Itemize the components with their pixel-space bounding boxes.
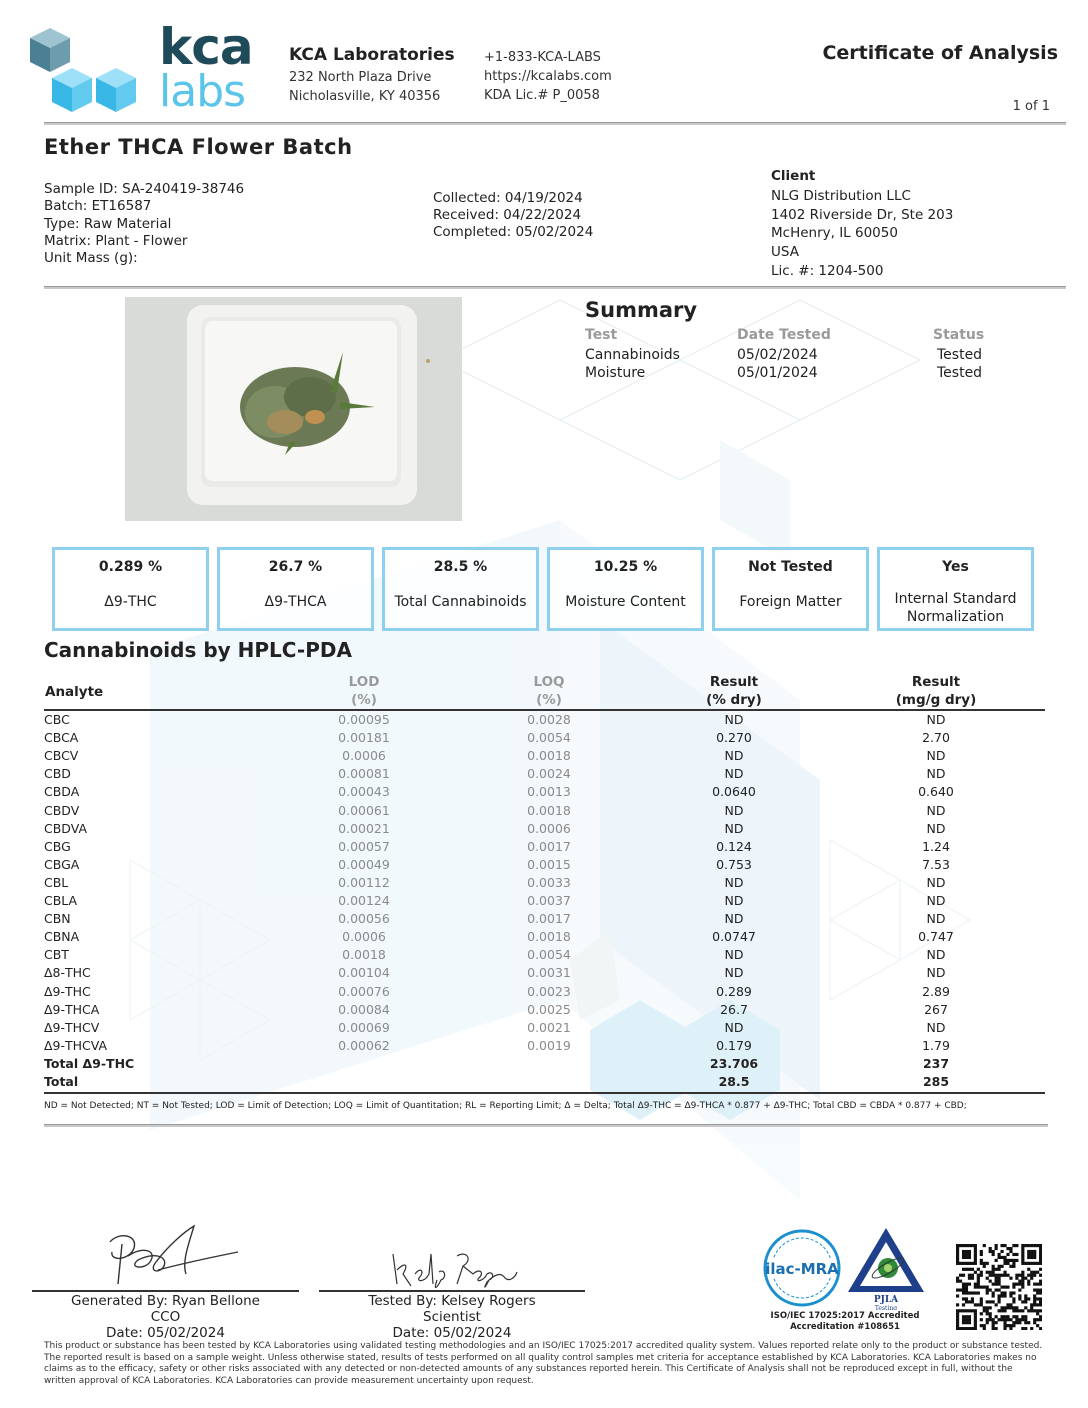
result-mg-cell: ND: [926, 893, 946, 908]
loq-cell: 0.0018: [527, 929, 571, 945]
signature-generated-by: [32, 1293, 299, 1341]
table-header-divider: [44, 709, 1045, 711]
result-mg-cell: 237: [922, 1055, 950, 1071]
analyte-cell: CBDVA: [44, 820, 88, 836]
logo-text-kca: kca: [159, 18, 253, 76]
loq-cell: 0.0021: [527, 1019, 571, 1035]
highlight-box-total-cannabinoids: [382, 547, 539, 631]
result-pct-cell: ND: [724, 712, 744, 727]
highlight-label: Δ9-THC: [104, 594, 157, 610]
footnote-divider: [44, 1124, 1048, 1127]
lod-cell: 0.00021: [338, 820, 390, 836]
lod-cell: 0.00084: [338, 1001, 390, 1017]
result-mg-cell: ND: [926, 965, 946, 981]
result-mg-cell: ND: [926, 1019, 946, 1035]
lab-name: KCA Laboratories: [289, 45, 455, 65]
table-row: [44, 839, 1044, 857]
result-pct-cell: ND: [724, 947, 744, 963]
lab-website[interactable]: https://kcalabs.com: [484, 69, 612, 84]
result-mg-cell: 2.70: [922, 730, 950, 746]
col-header-analyte: Analyte: [45, 684, 104, 700]
highlight-value: 26.7 %: [268, 559, 323, 575]
result-pct-cell: ND: [724, 911, 744, 927]
lod-cell: 0.00081: [338, 766, 390, 782]
signature-tested-by: [319, 1293, 585, 1341]
highlight-value: 10.25 %: [593, 559, 658, 575]
loq-cell: 0.0033: [527, 874, 571, 890]
analyte-cell: Δ9-THC: [44, 983, 91, 999]
table-row: [44, 1020, 1044, 1038]
col-header-loq-label: LOQ: [533, 674, 565, 690]
header-divider: [44, 122, 1066, 125]
analyte-cell: Δ8-THC: [44, 965, 91, 981]
highlight-value: Not Tested: [748, 559, 833, 575]
table-row: [44, 857, 1044, 875]
client-name: NLG Distribution LLC: [771, 188, 911, 204]
highlight-label: Internal Standard Normalization: [894, 591, 1017, 625]
page-number: 1 of 1: [1012, 99, 1050, 114]
summary-title: Summary: [585, 298, 698, 322]
table-row: [44, 893, 1044, 911]
analyte-cell: CBC: [44, 712, 70, 727]
lab-phone: +1-833-KCA-LABS: [484, 50, 601, 65]
signature-role: CCO: [150, 1309, 181, 1325]
col-header-result-pct-label: Result: [709, 674, 759, 690]
highlight-box-d9-thc: [52, 547, 209, 631]
client-address-2: McHenry, IL 60050: [771, 225, 898, 241]
result-mg-cell: 285: [922, 1074, 950, 1089]
signature-name: Tested By: Kelsey Rogers: [368, 1293, 536, 1309]
client-address-1: 1402 Riverside Dr, Ste 203: [771, 207, 954, 223]
result-pct-cell: 0.289: [716, 983, 752, 999]
summary-header-test: Test: [585, 327, 618, 343]
analyte-cell: CBDV: [44, 802, 80, 818]
summary-header-date: Date Tested: [737, 327, 831, 343]
signature-name: Generated By: Ryan Bellone: [71, 1293, 260, 1309]
result-mg-cell: 1.79: [922, 1037, 950, 1053]
lod-cell: 0.0006: [342, 929, 386, 945]
cannabinoids-section-title: Cannabinoids by HPLC-PDA: [44, 638, 352, 662]
result-mg-cell: 0.640: [918, 784, 954, 800]
analyte-cell: Total Δ9-THC: [44, 1055, 135, 1071]
table-total-row: [44, 1056, 1044, 1074]
table-row: [44, 911, 1044, 929]
analyte-cell: CBL: [44, 874, 69, 890]
lab-address-1: 232 North Plaza Drive: [289, 70, 432, 85]
col-header-result-pct: [684, 673, 784, 709]
highlight-box-foreign-matter: [712, 547, 869, 631]
result-pct-cell: 0.753: [716, 856, 752, 872]
ilac-text: ilac-MRA: [765, 1260, 839, 1278]
document-title: Certificate of Analysis: [822, 42, 1058, 64]
analyte-cell: Δ9-THCA: [44, 1001, 100, 1017]
lod-cell: 0.00095: [338, 712, 390, 727]
analyte-cell: Total: [44, 1074, 79, 1089]
table-row: [44, 712, 1044, 730]
lod-cell: 0.0006: [342, 748, 386, 764]
signature-ryan-bellone-icon: [98, 1222, 258, 1292]
summary-row-status: Tested: [937, 347, 983, 363]
summary-row-date: 05/02/2024: [737, 347, 818, 363]
analyte-cell: CBT: [44, 947, 69, 963]
result-mg-cell: 0.747: [918, 929, 954, 945]
result-pct-cell: 28.5: [718, 1074, 750, 1089]
loq-cell: 0.0023: [527, 983, 571, 999]
result-pct-cell: 26.7: [720, 1001, 748, 1017]
loq-cell: 0.0018: [527, 748, 571, 764]
col-header-loq-unit: (%): [536, 692, 562, 708]
pjla-sub-text: Testing: [874, 1305, 898, 1310]
loq-cell: 0.0024: [527, 766, 571, 782]
table-total-row: [44, 1074, 1044, 1092]
result-pct-cell: ND: [724, 893, 744, 908]
sample-type: Type: Raw Material: [44, 216, 172, 232]
sample-id: Sample ID: SA-240419-38746: [44, 181, 245, 197]
result-pct-cell: ND: [724, 802, 744, 818]
info-divider: [44, 286, 1066, 289]
lod-cell: 0.00049: [338, 856, 390, 872]
col-header-lod-label: LOD: [348, 674, 380, 690]
highlight-value: 0.289 %: [98, 559, 163, 575]
table-row: [44, 730, 1044, 748]
loq-cell: 0.0031: [527, 965, 571, 981]
lod-cell: 0.00057: [338, 838, 390, 854]
lod-cell: 0.00061: [338, 802, 390, 818]
table-row: [44, 748, 1044, 766]
table-row: [44, 947, 1044, 965]
result-mg-cell: ND: [926, 947, 946, 963]
col-header-loq: [499, 673, 599, 709]
result-pct-cell: 0.0640: [712, 784, 756, 800]
table-row: [44, 965, 1044, 983]
lab-address-2: Nicholasville, KY 40356: [289, 89, 441, 104]
lod-cell: 0.00043: [338, 784, 390, 800]
loq-cell: 0.0028: [527, 712, 571, 727]
loq-cell: 0.0017: [527, 838, 571, 854]
analyte-cell: Δ9-THCV: [44, 1019, 100, 1035]
lab-license: KDA Lic.# P_0058: [484, 88, 600, 103]
signature-date: Date: 05/02/2024: [392, 1325, 512, 1341]
loq-cell: 0.0054: [527, 730, 571, 746]
table-row: [44, 766, 1044, 784]
highlight-box-internal-standard: [877, 547, 1034, 631]
lod-cell: 0.00056: [338, 911, 390, 927]
loq-cell: 0.0054: [527, 947, 571, 963]
completed-date: Completed: 05/02/2024: [433, 224, 594, 240]
loq-cell: 0.0013: [527, 784, 571, 800]
loq-cell: 0.0015: [527, 856, 571, 872]
accreditation-text-2: Accreditation #108651: [790, 1322, 900, 1332]
highlight-box-d9-thca: [217, 547, 374, 631]
result-mg-cell: ND: [926, 802, 946, 818]
analyte-cell: CBGA: [44, 856, 80, 872]
result-pct-cell: 23.706: [709, 1055, 759, 1071]
accreditation-text-1: ISO/IEC 17025:2017 Accredited: [770, 1311, 920, 1321]
lod-cell: 0.00112: [338, 874, 390, 890]
pjla-logo-icon: [846, 1226, 926, 1310]
table-row: [44, 875, 1044, 893]
lod-cell: 0.00124: [338, 893, 390, 908]
col-header-lod-unit: (%): [351, 692, 377, 708]
result-mg-cell: ND: [926, 820, 946, 836]
result-pct-cell: ND: [724, 965, 744, 981]
result-pct-cell: 0.124: [716, 838, 752, 854]
result-mg-cell: ND: [926, 766, 946, 782]
table-row: [44, 929, 1044, 947]
highlight-label: Total Cannabinoids: [394, 594, 527, 610]
collected-date: Collected: 04/19/2024: [433, 190, 583, 206]
highlight-label: Moisture Content: [565, 594, 686, 610]
analyte-cell: Δ9-THCVA: [44, 1037, 108, 1053]
result-pct-cell: ND: [724, 1019, 744, 1035]
result-mg-cell: ND: [926, 712, 946, 727]
signature-kelsey-rogers-icon: [387, 1244, 527, 1294]
highlight-label: Foreign Matter: [739, 594, 842, 610]
highlight-value: 28.5 %: [433, 559, 488, 575]
qr-code-icon[interactable]: [956, 1244, 1042, 1330]
client-country: USA: [771, 244, 799, 260]
summary-row-status: Tested: [937, 365, 983, 381]
sample-photo: [125, 297, 462, 521]
table-row: [44, 784, 1044, 802]
loq-cell: 0.0006: [527, 820, 571, 836]
col-header-result-mg-unit: (mg/g dry): [895, 692, 977, 708]
analyte-cell: CBDA: [44, 784, 80, 800]
col-header-result-mg: [876, 673, 996, 709]
lod-cell: 0.00062: [338, 1037, 390, 1053]
table-row: [44, 1038, 1044, 1056]
summary-row-test: Moisture: [585, 365, 646, 381]
analyte-cell: CBG: [44, 838, 71, 854]
col-header-result-pct-unit: (% dry): [706, 692, 762, 708]
table-row: [44, 984, 1044, 1002]
unit-mass: Unit Mass (g):: [44, 250, 138, 266]
batch-id: Batch: ET16587: [44, 198, 152, 214]
loq-cell: 0.0025: [527, 1001, 571, 1017]
analyte-cell: CBD: [44, 766, 71, 782]
received-date: Received: 04/22/2024: [433, 207, 582, 223]
result-pct-cell: 0.0747: [712, 929, 756, 945]
highlight-box-moisture: [547, 547, 704, 631]
pjla-text: PJLA: [873, 1295, 899, 1305]
table-bottom-divider: [44, 1092, 1045, 1094]
summary-row-date: 05/01/2024: [737, 365, 818, 381]
analyte-cell: CBCA: [44, 730, 79, 746]
sample-title: Ether THCA Flower Batch: [44, 135, 353, 159]
sample-matrix: Matrix: Plant - Flower: [44, 233, 188, 249]
result-mg-cell: 267: [924, 1001, 948, 1017]
table-row: [44, 803, 1044, 821]
result-pct-cell: 0.179: [716, 1037, 752, 1053]
col-header-lod: [314, 673, 414, 709]
analyte-cell: CBLA: [44, 893, 78, 908]
summary-header-status: Status: [933, 327, 985, 343]
loq-cell: 0.0018: [527, 802, 571, 818]
summary-row-test: Cannabinoids: [585, 347, 680, 363]
table-row: [44, 1002, 1044, 1020]
highlight-label: Δ9-THCA: [264, 594, 327, 610]
result-mg-cell: 1.24: [922, 838, 950, 854]
logo-cubes-icon: [28, 26, 150, 116]
kca-labs-logo: [28, 18, 260, 117]
disclaimer-text: This product or substance has been tested by KCA Laboratories using validated testing methodologies and an ISO/IEC 17025:2017 accredited quality system. Values reported relate only to the product or substance tested. The reported result is based on a sample weight. Unless otherwise stated, results of tests performed on all quality control samples met criteria for acceptance established by KCA Laboratories. KCA Laboratories makes no claims as to the efficacy, safety or other risks associated with any detected or non-detected amounts of any substances reported herein. This Certificate of Analysis shall not be reproduced except in full, without the written approval of KCA Laboratories. KCA Laboratories can provide measurement uncertainty upon request.: [44, 1341, 1043, 1386]
table-footnote: ND = Not Detected; NT = Not Tested; LOD = Limit of Detection; LOQ = Limit of Quantitation; RL = Reporting Limit; Δ = Delta; Total Δ9-THC = Δ9-THCA * 0.877 + Δ9-THC; Total CBD = CBDA * 0.877 + CBD;: [44, 1101, 967, 1111]
result-mg-cell: ND: [926, 748, 946, 764]
result-pct-cell: ND: [724, 748, 744, 764]
ilac-mra-logo-icon: [762, 1228, 842, 1308]
analyte-cell: CBCV: [44, 748, 79, 764]
lod-cell: 0.00104: [338, 965, 390, 981]
result-pct-cell: ND: [724, 874, 744, 890]
loq-cell: 0.0017: [527, 911, 571, 927]
analyte-cell: CBNA: [44, 929, 80, 945]
result-mg-cell: ND: [926, 911, 946, 927]
result-pct-cell: ND: [724, 766, 744, 782]
signature-date: Date: 05/02/2024: [106, 1325, 225, 1341]
logo-text-labs: labs: [159, 66, 246, 117]
result-mg-cell: 7.53: [922, 856, 950, 872]
loq-cell: 0.0019: [527, 1037, 571, 1053]
col-header-result-mg-label: Result: [911, 674, 961, 690]
client-license: Lic. #: 1204-500: [771, 263, 884, 279]
lod-cell: 0.0018: [342, 947, 386, 963]
lod-cell: 0.00069: [338, 1019, 390, 1035]
lod-cell: 0.00181: [338, 730, 390, 746]
table-row: [44, 821, 1044, 839]
loq-cell: 0.0037: [527, 893, 571, 908]
result-pct-cell: 0.270: [716, 730, 752, 746]
result-mg-cell: 2.89: [922, 983, 950, 999]
flower-tray-image: [125, 297, 462, 521]
analyte-cell: CBN: [44, 911, 71, 927]
result-mg-cell: ND: [926, 874, 946, 890]
client-label: Client: [771, 168, 816, 184]
highlight-value: Yes: [942, 559, 969, 575]
result-pct-cell: ND: [724, 820, 744, 836]
signature-role: Scientist: [423, 1309, 481, 1325]
lod-cell: 0.00076: [338, 983, 390, 999]
